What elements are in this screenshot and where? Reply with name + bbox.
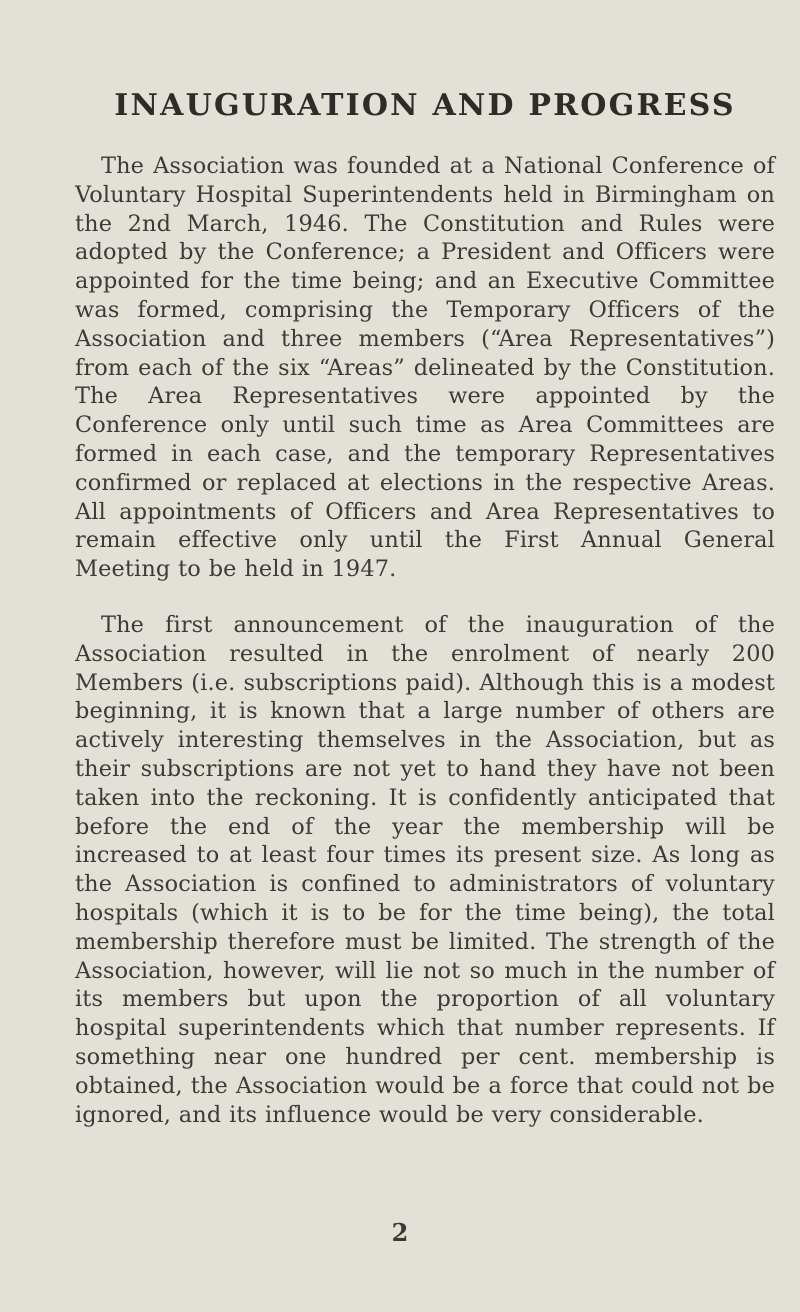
- paragraph-membership: The first announcement of the inauguration of the Association resulted in the enrolment of nearly 200 Members (i.e. subscriptions paid). Although this is a modest beginning, it is known that a large number of others are actively interesting themselves in the Association, but as their subscriptions are not yet to hand they have not been taken into the reckoning. It is confidently anticipated that before the end of the year the membership will be increased to at least four times its present size. As long as the Association is confined to administrators of voluntary hospitals (which it is to be for the time being), the total membership therefore must be limited. The strength of the Association, however, will lie not so much in the number of its members but upon the proportion of all voluntary hospital superintendents which that number represents. If something near one hundred per cent. membership is obtained, the Association would be a force that could not be ignored, and its influence would be very considerable.: [75, 611, 775, 1128]
- page-number: 2: [391, 1218, 409, 1247]
- page-content: [75, 84, 775, 1129]
- paragraph-inauguration: The Association was founded at a National Conference of Voluntary Hospital Superintendents held in Birmingham on the 2nd March, 1946. The Constitution and Rules were adopted by the Conference; a President and Officers were appointed for the time being; and an Executive Committee was formed, comprising the Temporary Officers of the Association and three members (“Area Representatives”) from each of the six “Areas” delineated by the Constitution. The Area Representatives were appointed by the Conference only until such time as Area Committees are formed in each case, and the temporary Representatives confirmed or replaced at elections in the respective Areas. All appointments of Officers and Area Representatives to remain effective only until the First Annual General Meeting to be held in 1947.: [75, 153, 775, 583]
- page-heading: INAUGURATION AND PROGRESS: [114, 88, 736, 123]
